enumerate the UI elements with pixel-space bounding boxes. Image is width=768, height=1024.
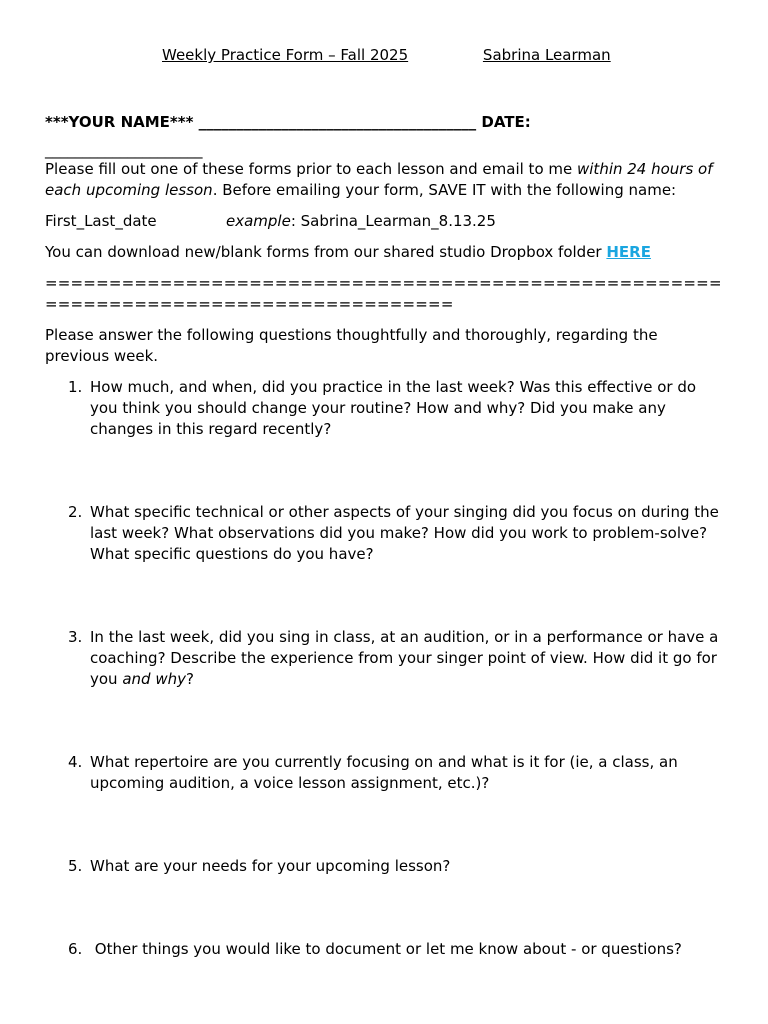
date-label: DATE:	[481, 113, 531, 131]
questions-prompt: Please answer the following questions thoughtfully and thoroughly, regarding the previous week.	[45, 326, 658, 365]
separator-line: =====================================================================================	[45, 274, 722, 313]
download-line	[45, 242, 725, 263]
instructions-text-end: . Before emailing your form, SAVE IT with the following name:	[212, 181, 677, 199]
question-text: What repertoire are you currently focusing on and what is it for (ie, a class, an upcoming audition, a voice lesson assignment, etc.)?	[90, 753, 678, 792]
form-title: Weekly Practice Form – Fall 2025	[162, 46, 409, 64]
instructions-text-start: Please fill out one of these forms prior to each lesson and email to me	[45, 160, 577, 178]
question-text-end: ?	[185, 670, 194, 688]
name-date-line	[45, 108, 725, 164]
question-number: 3.	[68, 628, 83, 646]
question-text: What are your needs for your upcoming lesson?	[90, 857, 451, 875]
filename-format-line	[45, 211, 725, 232]
question-number: 6.	[68, 940, 83, 958]
example-label: example	[226, 212, 291, 230]
question-text	[90, 627, 725, 690]
document-header	[162, 45, 611, 65]
name-blank[interactable]: _____________________________________	[198, 113, 477, 131]
instructor-name: Sabrina Learman	[482, 46, 611, 64]
question-number: 5.	[68, 857, 83, 875]
question-text: Other things you would like to document or let me know about - or questions?	[90, 940, 682, 958]
name-label: ***YOUR NAME***	[45, 113, 194, 131]
download-text: You can download new/blank forms from our shared studio Dropbox folder	[45, 243, 607, 261]
filename-format: First_Last_date	[45, 212, 157, 230]
instructions-deadline: within 24 hours of each upcoming lesson	[45, 160, 713, 199]
question-text-start: In the last week, did you sing in class, at an audition, or in a performance or have a coaching? Describe the experience from your singer point of view. How did it go for you	[90, 628, 719, 688]
question-text: What specific technical or other aspects of your singing did you focus on during the last week? What observations did you make? How did you work to problem-solve? What specific questions do you have?	[90, 503, 719, 563]
dropbox-link[interactable]: HERE	[606, 243, 651, 261]
question-number: 2.	[68, 503, 83, 521]
instructions-paragraph	[45, 159, 725, 201]
question-number: 1.	[68, 378, 83, 396]
question-text-emphasis: and why	[122, 670, 186, 688]
example-value: : Sabrina_Learman_8.13.25	[290, 212, 496, 230]
date-blank[interactable]: _____________________	[45, 141, 203, 159]
question-text: How much, and when, did you practice in the last week? Was this effective or do you think you should change your routine? How and why? Did you make any changes in this regard recently?	[90, 378, 697, 438]
question-number: 4.	[68, 753, 83, 771]
